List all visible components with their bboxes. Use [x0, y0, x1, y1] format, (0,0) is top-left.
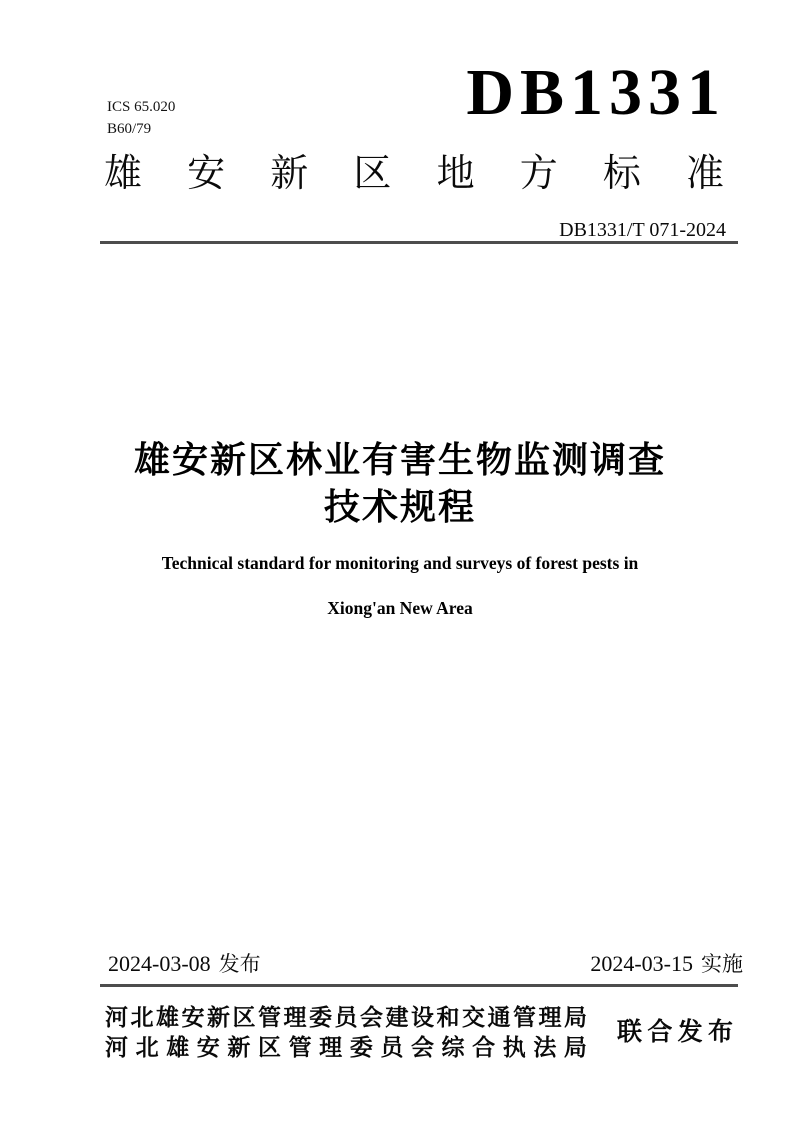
doc-class-code: B60/79 — [107, 121, 152, 137]
ics-code: ICS 65.020 — [107, 99, 176, 115]
date-row — [108, 951, 743, 978]
title-block — [0, 436, 800, 618]
document-title-zh-line1: 雄安新区林业有害生物监测调查 — [133, 439, 666, 480]
publisher-name-line1: 河 北 雄 安 新 区 管 理 委 员 会 建 设 和 交 通 管 理 局 — [105, 1004, 587, 1030]
standard-type-title: 雄 安 新 区 地 方 标 准 — [104, 153, 724, 195]
document-title-en-line2: Xiong'an New Area — [327, 598, 473, 618]
implement-date-group — [590, 951, 743, 978]
publisher-block — [105, 1002, 733, 1062]
footer-divider-line — [100, 984, 738, 987]
standard-logo: DB1331 — [466, 56, 726, 129]
standard-number: DB1331/T 071-2024 — [559, 219, 726, 241]
joint-issue-label: 联 合 发 布 — [617, 1018, 733, 1046]
publisher-names — [105, 1002, 587, 1062]
issue-date-label: 发布 — [218, 953, 261, 976]
document-title-zh-line2: 技术规程 — [323, 486, 476, 527]
issue-date-group — [108, 951, 261, 978]
classification-codes — [107, 96, 175, 140]
publisher-name-line2: 河 北 雄 安 新 区 管 理 委 员 会 综 合 执 法 局 — [105, 1034, 587, 1060]
header-divider-line — [100, 241, 738, 244]
implement-date-label: 实施 — [701, 953, 743, 976]
issue-date: 2024-03-08 — [108, 951, 211, 976]
document-title-en-line1: Technical standard for monitoring and surveys of forest pests in — [161, 553, 639, 573]
implement-date: 2024-03-15 — [590, 951, 693, 976]
